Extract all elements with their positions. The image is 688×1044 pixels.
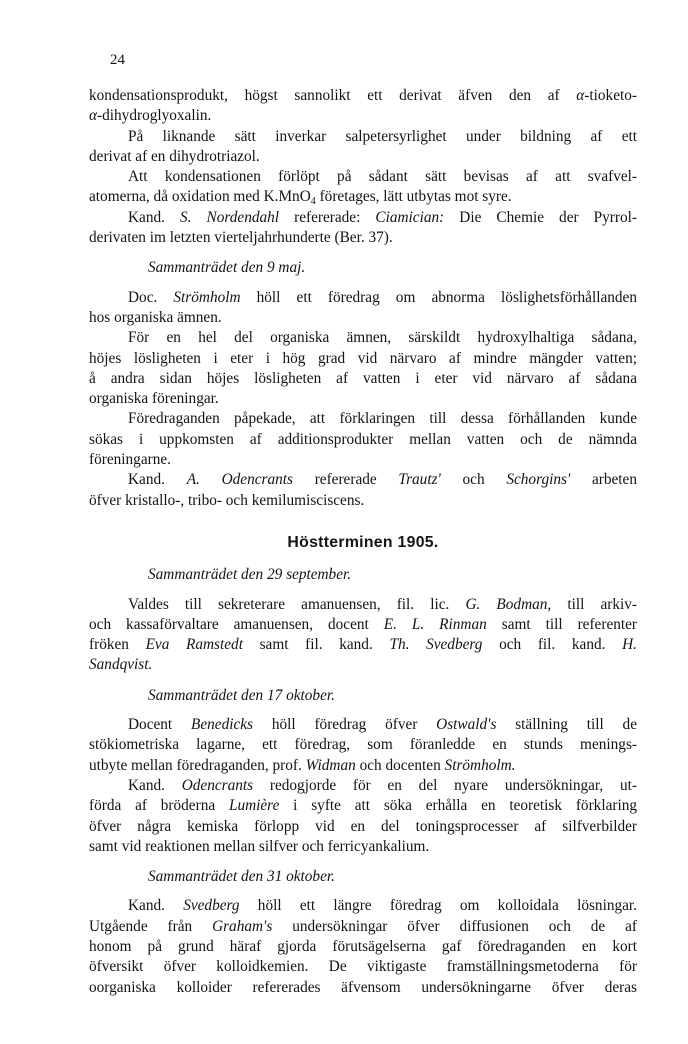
- paragraph: [89, 470, 637, 511]
- section-heading: Sammanträdet den 29 september.: [148, 566, 352, 584]
- text-run: organiska föreningar.: [89, 390, 219, 408]
- text-run: stökiometriska lagarne, ett föredrag, som föranledde en stunds menings-: [89, 736, 637, 754]
- text-run: och kassaförvaltare amanuensen, docent: [89, 615, 384, 633]
- italic-text: α: [576, 87, 585, 104]
- text-run: och fil. kand.: [482, 636, 623, 654]
- text-line: [89, 735, 637, 755]
- text-run: öfver kristallo-, tribo- och kemilumisciscens.: [89, 491, 365, 509]
- text-line: [89, 349, 637, 369]
- paragraph: [89, 896, 637, 997]
- italic-text: A. Odencrants: [186, 471, 293, 489]
- text-run: ställning till de: [496, 716, 637, 734]
- text-run: öfver några kemiska förlopp vid en del toningsprocesser af silfverbilder: [89, 817, 637, 835]
- paragraph: [89, 167, 637, 208]
- italic-text: S. Nordendahl: [180, 208, 280, 226]
- paragraph: [89, 595, 637, 676]
- text-run: Valdes till sekreterare amanuensen, fil. lic.: [128, 595, 466, 613]
- text-run: Kand.: [128, 776, 182, 794]
- text-run: i syfte att söka erhålla en teoretisk förklaring: [279, 797, 637, 815]
- text-run: Utgående från: [89, 917, 213, 935]
- text-line: [89, 228, 637, 248]
- text-run: Kand.: [128, 897, 184, 915]
- text-run: Kand.: [128, 471, 187, 489]
- text-run: höll ett föredrag om abnorma löslighetsförhållanden: [240, 288, 637, 306]
- text-line: [89, 837, 637, 857]
- italic-text: Strömholm.: [444, 756, 516, 774]
- text-line: [89, 409, 637, 429]
- text-run: arbeten: [570, 471, 637, 489]
- text-line: [89, 655, 637, 675]
- italic-text: Ostwald's: [436, 716, 497, 734]
- text-run: -tioketo-: [584, 87, 637, 104]
- italic-text: Widman: [305, 756, 356, 774]
- text-line: [89, 450, 637, 470]
- text-run: förda af bröderna: [89, 797, 229, 815]
- italic-text: Eva Ramstedt: [145, 636, 243, 654]
- text-line: [89, 208, 637, 228]
- text-run: atomerna, då oxidation med K.MnO: [89, 188, 311, 206]
- text-line: [89, 896, 637, 916]
- text-line: [89, 957, 637, 977]
- text-run: Die Chemie der Pyrrol-: [444, 208, 637, 226]
- text-run: hos organiska ämnen.: [89, 308, 222, 326]
- text-line: [89, 937, 637, 957]
- document-body: [89, 86, 637, 998]
- text-line: [89, 308, 637, 328]
- italic-text: Th. Svedberg: [389, 636, 483, 654]
- text-run: höll föredrag öfver: [253, 716, 437, 734]
- text-run: redogjorde för en del nyare undersökningar, ut-: [253, 776, 637, 794]
- text-run: kondensationsprodukt, högst sannolikt ett derivat äfven den af: [89, 87, 577, 104]
- italic-text: Sandqvist.: [89, 656, 153, 674]
- section-heading: Sammanträdet den 9 maj.: [148, 259, 306, 277]
- text-run: och docenten: [355, 756, 445, 774]
- text-line: [89, 635, 637, 655]
- text-line: [89, 369, 637, 389]
- section-heading: Sammanträdet den 31 oktober.: [148, 868, 335, 886]
- text-run: samt till referenter: [486, 615, 638, 633]
- text-run: och: [440, 471, 507, 489]
- text-line: [89, 288, 637, 308]
- text-run: öfversikt öfver kolloidkemien. De viktigaste framställningsmetoderna för: [89, 958, 637, 976]
- text-run: företages, lätt utbytas mot syre.: [315, 188, 512, 206]
- text-run: -dihydroglyoxalin.: [97, 107, 212, 125]
- text-line: [89, 491, 637, 511]
- italic-text: Ciamician:: [375, 208, 445, 226]
- page-number: 24: [110, 52, 125, 68]
- text-run: föreningarne.: [89, 451, 171, 469]
- text-run: oorganiska kolloider refererades äfvensom undersökningarne öfver deras: [89, 978, 637, 996]
- text-run: höll ett längre föredrag om kolloidala lösningar.: [239, 897, 637, 915]
- italic-text: Svedberg: [183, 897, 240, 915]
- paragraph: [89, 127, 637, 168]
- text-line: [89, 776, 637, 796]
- text-run: samt fil. kand.: [242, 636, 390, 654]
- paragraph: [89, 86, 637, 127]
- paragraph: [89, 776, 637, 857]
- paragraph: [89, 328, 637, 409]
- text-line: [89, 470, 637, 490]
- text-run: Doc.: [128, 288, 174, 306]
- italic-text: Graham's: [212, 917, 273, 935]
- term-heading: Höstterminen 1905.: [287, 533, 439, 551]
- text-line: [89, 756, 637, 776]
- text-line: [89, 595, 637, 615]
- italic-text: E. L. Rinman: [383, 615, 487, 633]
- paragraph: [89, 715, 637, 776]
- text-line: [89, 817, 637, 837]
- text-line: [89, 917, 637, 937]
- text-run: höjes lösligheten i eter i hög grad vid närvaro af mindre mängder vatten;: [89, 349, 637, 367]
- text-run: refererade:: [279, 208, 376, 226]
- italic-text: Trautz': [398, 471, 441, 489]
- text-line: [89, 127, 637, 147]
- paragraph: [89, 288, 637, 329]
- text-run: fröken: [89, 636, 146, 654]
- text-line: [89, 430, 637, 450]
- italic-text: Schorgins': [506, 471, 571, 489]
- paragraph: [89, 409, 637, 470]
- text-run: samt vid reaktionen mellan silfver och ferricyankalium.: [89, 837, 430, 855]
- text-run: Docent: [128, 716, 191, 734]
- text-line: [89, 615, 637, 635]
- italic-text: Lumière: [228, 797, 280, 815]
- text-line: [89, 978, 637, 998]
- subscript: 4: [310, 196, 316, 208]
- text-line: [89, 389, 637, 409]
- text-line: [89, 187, 637, 207]
- text-run: refererade: [292, 471, 399, 489]
- text-line: [89, 715, 637, 735]
- text-run: sökas i uppkomsten af additionsprodukter mellan vatten och de nämnda: [89, 430, 637, 448]
- text-line: [89, 86, 637, 106]
- text-run: På liknande sätt inverkar salpetersyrlighet under bildning af ett: [128, 127, 637, 145]
- text-run: undersökningar öfver diffusionen och de af: [272, 917, 637, 935]
- section-heading: Sammanträdet den 17 oktober.: [148, 686, 335, 704]
- text-run: För en hel del organiska ämnen, särskildt hydroxylhaltiga sådana,: [128, 329, 637, 347]
- text-line: [89, 328, 637, 348]
- text-run: å andra sidan höjes lösligheten af vatten i eter vid närvaro af sådana: [89, 369, 637, 387]
- text-line: [89, 147, 637, 167]
- italic-text: Benedicks: [191, 716, 254, 734]
- text-run: utbyte mellan föredraganden, prof.: [89, 756, 306, 774]
- text-run: derivat af en dihydrotriazol.: [89, 147, 260, 165]
- italic-text: H.: [622, 636, 637, 654]
- text-line: [89, 167, 637, 187]
- text-run: Föredraganden påpekade, att förklaringen till dessa förhållanden kunde: [128, 410, 637, 428]
- paragraph: [89, 208, 637, 249]
- text-run: till arkiv-: [551, 595, 637, 613]
- text-run: Kand.: [128, 208, 181, 226]
- text-line: [89, 106, 637, 126]
- text-line: [89, 796, 637, 816]
- italic-text: G. Bodman,: [465, 595, 552, 613]
- italic-text: Odencrants: [181, 776, 254, 794]
- text-run: honom på grund häraf gjorda förutsägelserna gaf föredraganden en kort: [89, 937, 637, 955]
- italic-text: Strömholm: [173, 288, 241, 306]
- italic-text: α: [89, 107, 98, 125]
- text-run: derivaten im letzten vierteljahrhunderte (Ber. 37).: [89, 229, 393, 247]
- text-run: Att kondensationen förlöpt på sådant sätt bevisas af att svafvel-: [128, 168, 637, 186]
